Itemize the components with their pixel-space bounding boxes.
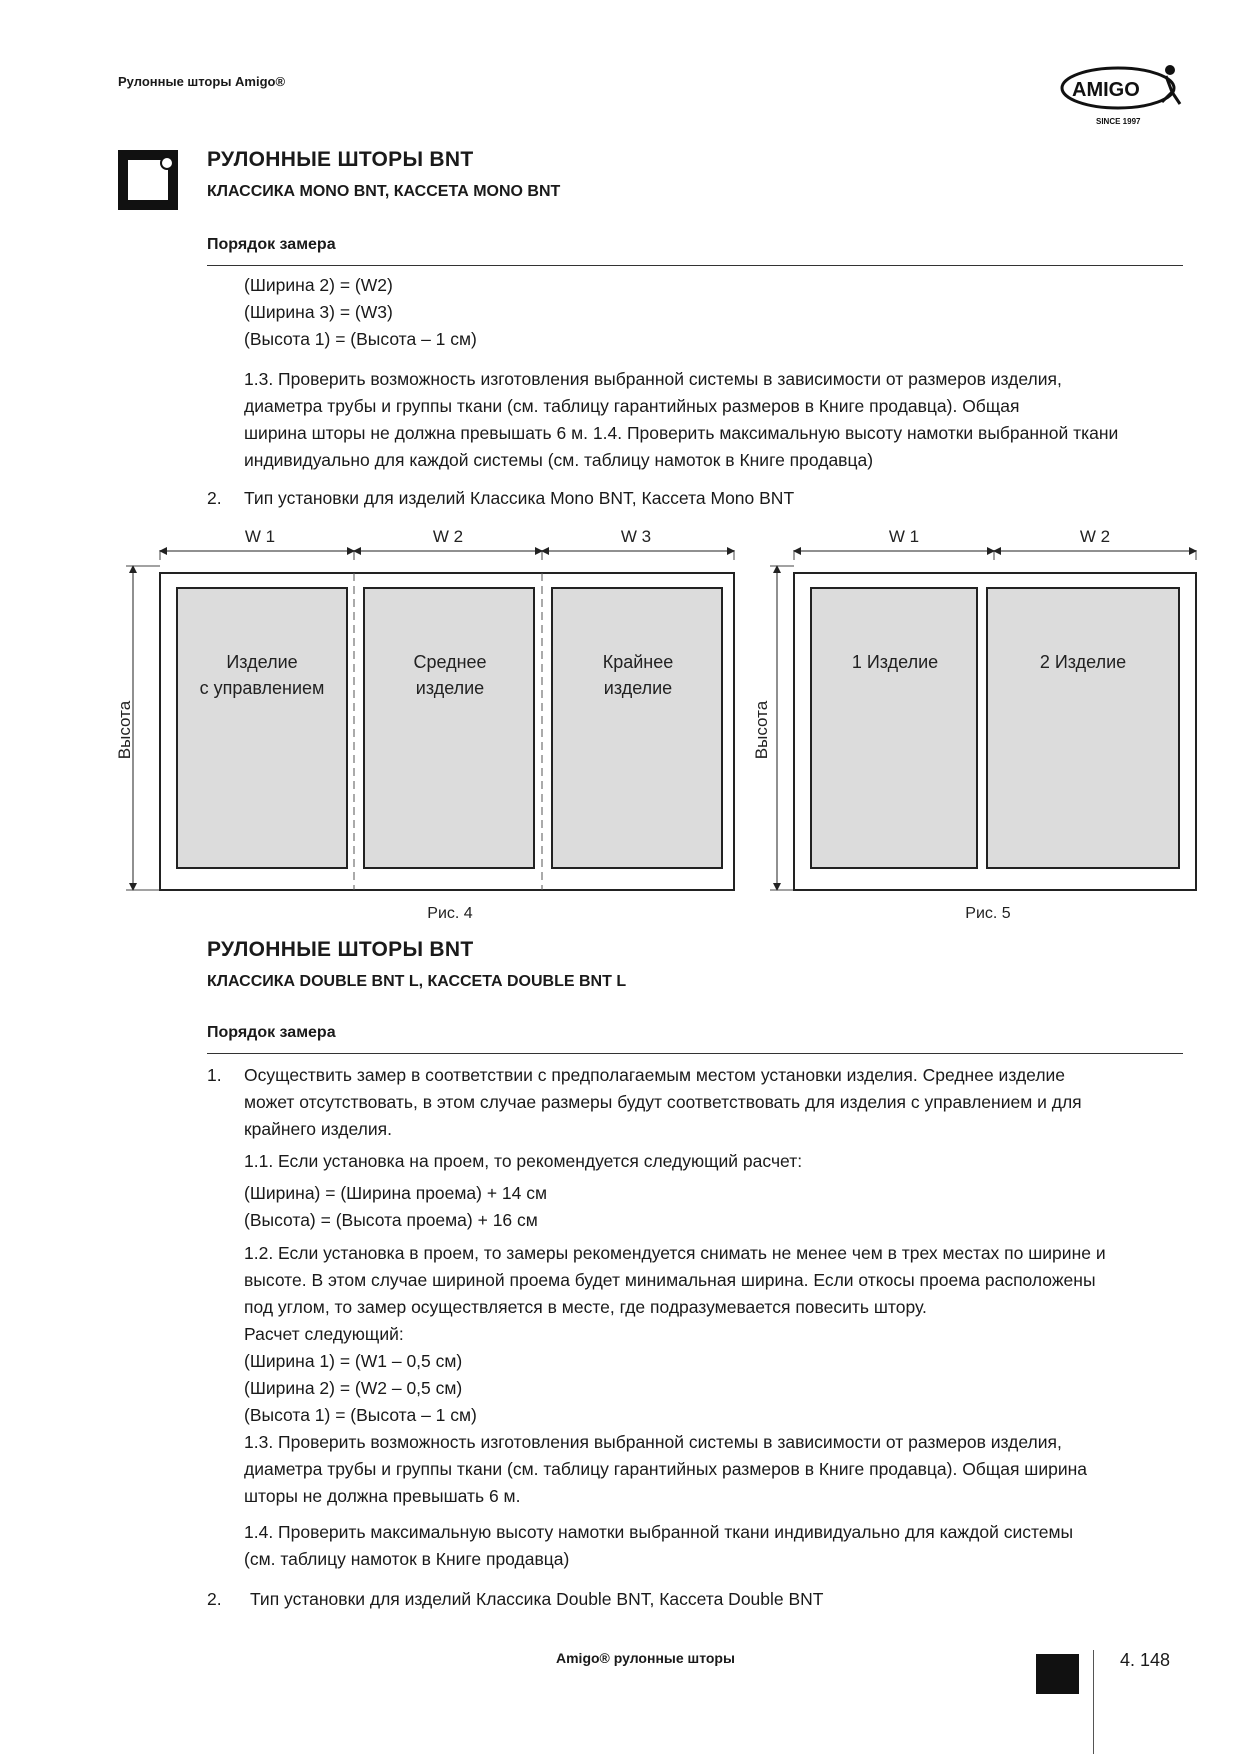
paragraph-line: диаметра трубы и группы ткани (см. таблицу гарантийных размеров в Книге продавца). Общая ширина (244, 1459, 1088, 1479)
section1-heading: Порядок замера (207, 236, 336, 253)
paragraph-line: 1.2. Если установка в проем, то замеры рекомендуется снимать не менее чем в трех местах по ширине и (244, 1243, 1106, 1263)
fig5-height-label: Высота (752, 700, 771, 760)
formula-line: (Высота) = (Высота проема) + 16 см (244, 1210, 538, 1230)
formula-line: (Ширина 2) = (W2) (244, 275, 393, 295)
fig5-panel-label: 1 Изделие (851, 652, 939, 672)
paragraph-line: (см. таблицу намоток в Книге продавца) (244, 1549, 570, 1569)
figure-5 (750, 520, 1210, 920)
fig4-caption: Рис. 4 (427, 905, 473, 920)
fig4-panel-label: Изделие (226, 652, 298, 672)
formula-line: (Ширина 3) = (W3) (244, 302, 393, 322)
fig5-w1-label: W 1 (888, 527, 920, 546)
section2-subtitle: КЛАССИКА DOUBLE BNT L, КАССЕТА DOUBLE BNT L (207, 973, 627, 990)
section-icon (118, 150, 178, 210)
figure-4 (110, 520, 750, 920)
paragraph-line: (Высота 1) = (Высота – 1 см) (244, 1405, 477, 1425)
paragraph-line: Расчет следующий: (244, 1324, 404, 1344)
paragraph-line: под углом, то замер осуществляется в месте, где подразумевается повесить штору. (244, 1297, 927, 1317)
fig5-panel-1 (811, 588, 977, 868)
fig4-w2-label: W 2 (432, 527, 464, 546)
paragraph-line: 1.4. Проверить максимальную высоту намотки выбранной ткани индивидуально для каждой системы (244, 1522, 1074, 1542)
fig5-panel-label: 2 Изделие (1039, 652, 1127, 672)
item1-line: крайнего изделия. (244, 1119, 392, 1139)
page-number: 4. 148 (1120, 1650, 1171, 1670)
formula-line: (Высота 1) = (Высота – 1 см) (244, 329, 477, 349)
paragraph-line: 1.3. Проверить возможность изготовления выбранной системы в зависимости от размеров изделия, (244, 369, 1062, 389)
paragraph-line: ширина шторы не должна превышать 6 м. 1.4. Проверить максимальную высоту намотки выбранной ткани (244, 423, 1119, 443)
fig4-height-label: Высота (115, 700, 134, 760)
logo-since: SINCE 1997 (1096, 117, 1141, 126)
section2-rule (207, 1053, 1183, 1054)
section2-item2-text: Тип установки для изделий Классика Double BNT, Кассета Double BNT (250, 1589, 824, 1609)
paragraph-line: (Ширина 2) = (W2 – 0,5 см) (244, 1378, 463, 1398)
page-marker (1036, 1654, 1079, 1694)
item1-line: может отсутствовать, в этом случае размеры будут соответствовать для изделия с управлением и для (244, 1092, 1082, 1112)
header-title: Рулонные шторы Amigo® (118, 74, 286, 89)
paragraph-line: шторы не должна превышать 6 м. (244, 1486, 521, 1506)
fig4-panel-control (177, 588, 347, 868)
section2-p14 (244, 1519, 1073, 1573)
section1-paragraph (244, 366, 1118, 474)
fig5-panel-2 (987, 588, 1179, 868)
fig4-w3-label: W 3 (620, 527, 652, 546)
section2-heading: Порядок замера (207, 1024, 336, 1041)
fig4-panel-label: Крайнее (602, 652, 674, 672)
paragraph-line: 1.3. Проверить возможность изготовления выбранной системы в зависимости от размеров изделия, (244, 1432, 1062, 1452)
paragraph-line: диаметра трубы и группы ткани (см. таблицу гарантийных размеров в Книге продавца). Общая (244, 396, 1020, 416)
fig5-w2-label: W 2 (1079, 527, 1111, 546)
formula-line: (Ширина) = (Ширина проема) + 14 см (244, 1183, 548, 1203)
section1-rule (207, 265, 1183, 266)
fig4-panel-label: с управлением (199, 678, 325, 698)
paragraph-line: индивидуально для каждой системы (см. таблицу намоток в Книге продавца) (244, 450, 874, 470)
fig4-panel-end (552, 588, 722, 868)
fig4-panel-label: изделие (603, 678, 673, 698)
section2-p12 (244, 1240, 1106, 1510)
fig4-panel-middle (364, 588, 534, 868)
section2-item1-number: 1. (207, 1065, 222, 1085)
section1-subtitle: КЛАССИКА MONO BNT, КАССЕТА MONO BNT (207, 183, 561, 200)
section2-item2-number: 2. (207, 1589, 222, 1609)
section1-formulas (244, 272, 477, 353)
fig4-panel-label: изделие (415, 678, 485, 698)
fig5-caption: Рис. 5 (965, 905, 1011, 920)
section1-item2-number: 2. (207, 488, 222, 508)
section1-item2-text: Тип установки для изделий Классика Mono BNT, Кассета Mono BNT (244, 488, 795, 508)
fig4-panel-label: Среднее (413, 652, 487, 672)
logo-wordmark: AMIGO (1072, 79, 1140, 101)
section2-item1 (244, 1062, 1082, 1143)
section2-title: РУЛОННЫЕ ШТОРЫ BNT (207, 938, 474, 961)
paragraph-line: (Ширина 1) = (W1 – 0,5 см) (244, 1351, 463, 1371)
item1-line: Осуществить замер в соответствии с предполагаемым местом установки изделия. Среднее изделие (244, 1065, 1066, 1085)
paragraph-line: высоте. В этом случае шириной проема будет минимальная ширина. Если откосы проема расположены (244, 1270, 1096, 1290)
section1-title: РУЛОННЫЕ ШТОРЫ BNT (207, 148, 474, 171)
amigo-logo (1058, 58, 1186, 130)
fig4-w1-label: W 1 (244, 527, 276, 546)
section2-p11: 1.1. Если установка на проем, то рекомендуется следующий расчет: (244, 1151, 803, 1171)
section2-p11-formulas (244, 1180, 547, 1234)
footer-divider (1093, 1650, 1094, 1754)
footer-brand: Amigo® рулонные шторы (556, 1650, 735, 1666)
